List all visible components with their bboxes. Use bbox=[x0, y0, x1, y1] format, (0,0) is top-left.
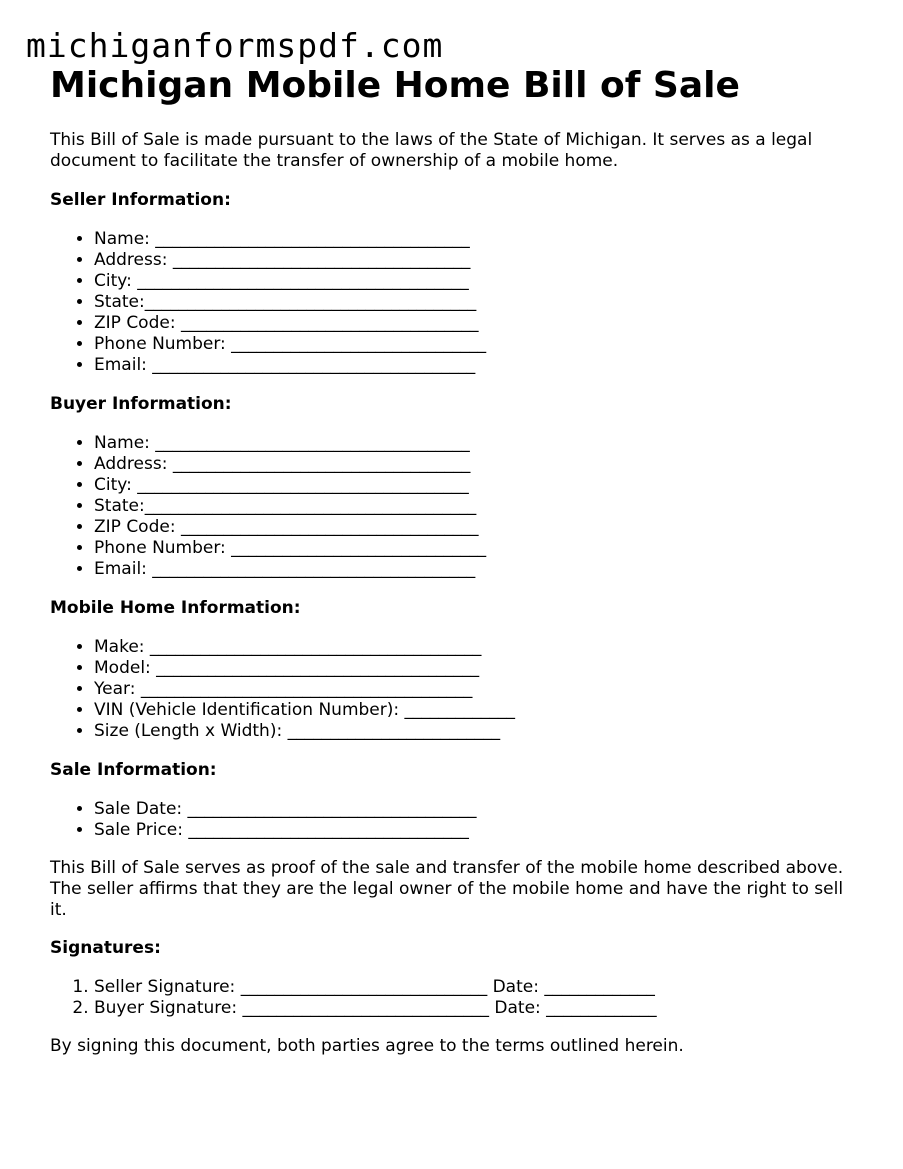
closing-paragraph: By signing this document, both parties agree to the terms outlined herein. bbox=[50, 1036, 684, 1056]
signature-list bbox=[50, 977, 860, 1019]
vin-field: • VIN (Vehicle Identification Number): _____________ bbox=[94, 700, 860, 721]
size-field: • Size (Length x Width): _________________________ bbox=[94, 721, 860, 742]
year-field: • Year: _______________________________________ bbox=[94, 679, 860, 700]
seller-signature-line: 1. Seller Signature: _____________________________ Date: _____________ bbox=[94, 977, 860, 998]
buyer-address-field: • Address: ___________________________________ bbox=[94, 454, 860, 475]
document-body bbox=[50, 62, 860, 1057]
mobile-home-heading: Mobile Home Information: bbox=[50, 598, 301, 618]
buyer-zip-field: • ZIP Code: ___________________________________ bbox=[94, 517, 860, 538]
buyer-phone-field: • Phone Number: ______________________________ bbox=[94, 538, 860, 559]
mobile-home-field-list bbox=[50, 637, 860, 742]
sale-date-field: • Sale Date: __________________________________ bbox=[94, 799, 860, 820]
seller-zip-field: • ZIP Code: ___________________________________ bbox=[94, 313, 860, 334]
buyer-signature-line: 2. Buyer Signature: _____________________________ Date: _____________ bbox=[94, 998, 860, 1019]
seller-name-field: • Name: _____________________________________ bbox=[94, 229, 860, 250]
buyer-field-list bbox=[50, 433, 860, 580]
buyer-city-field: • City: _______________________________________ bbox=[94, 475, 860, 496]
seller-state-field: • State:_______________________________________ bbox=[94, 292, 860, 313]
seller-field-list bbox=[50, 229, 860, 376]
signatures-heading: Signatures: bbox=[50, 938, 161, 958]
seller-email-field: • Email: ______________________________________ bbox=[94, 355, 860, 376]
watermark: michiganformspdf.com bbox=[26, 26, 444, 65]
statement-paragraph: This Bill of Sale serves as proof of the sale and transfer of the mobile home described above. The seller affirms that they are the legal owner of the mobile home and have the right to sell it. bbox=[50, 858, 844, 920]
buyer-name-field: • Name: _____________________________________ bbox=[94, 433, 860, 454]
sale-heading: Sale Information: bbox=[50, 760, 217, 780]
buyer-heading: Buyer Information: bbox=[50, 394, 232, 414]
seller-phone-field: • Phone Number: ______________________________ bbox=[94, 334, 860, 355]
sale-price-field: • Sale Price: _________________________________ bbox=[94, 820, 860, 841]
seller-address-field: • Address: ___________________________________ bbox=[94, 250, 860, 271]
seller-city-field: • City: _______________________________________ bbox=[94, 271, 860, 292]
buyer-state-field: • State:_______________________________________ bbox=[94, 496, 860, 517]
model-field: • Model: ______________________________________ bbox=[94, 658, 860, 679]
document-title: Michigan Mobile Home Bill of Sale bbox=[50, 65, 740, 106]
intro-paragraph: This Bill of Sale is made pursuant to the laws of the State of Michigan. It serves as a legal document to facilitate the transfer of ownership of a mobile home. bbox=[50, 130, 813, 171]
buyer-email-field: • Email: ______________________________________ bbox=[94, 559, 860, 580]
seller-heading: Seller Information: bbox=[50, 190, 231, 210]
sale-field-list bbox=[50, 799, 860, 841]
make-field: • Make: _______________________________________ bbox=[94, 637, 860, 658]
